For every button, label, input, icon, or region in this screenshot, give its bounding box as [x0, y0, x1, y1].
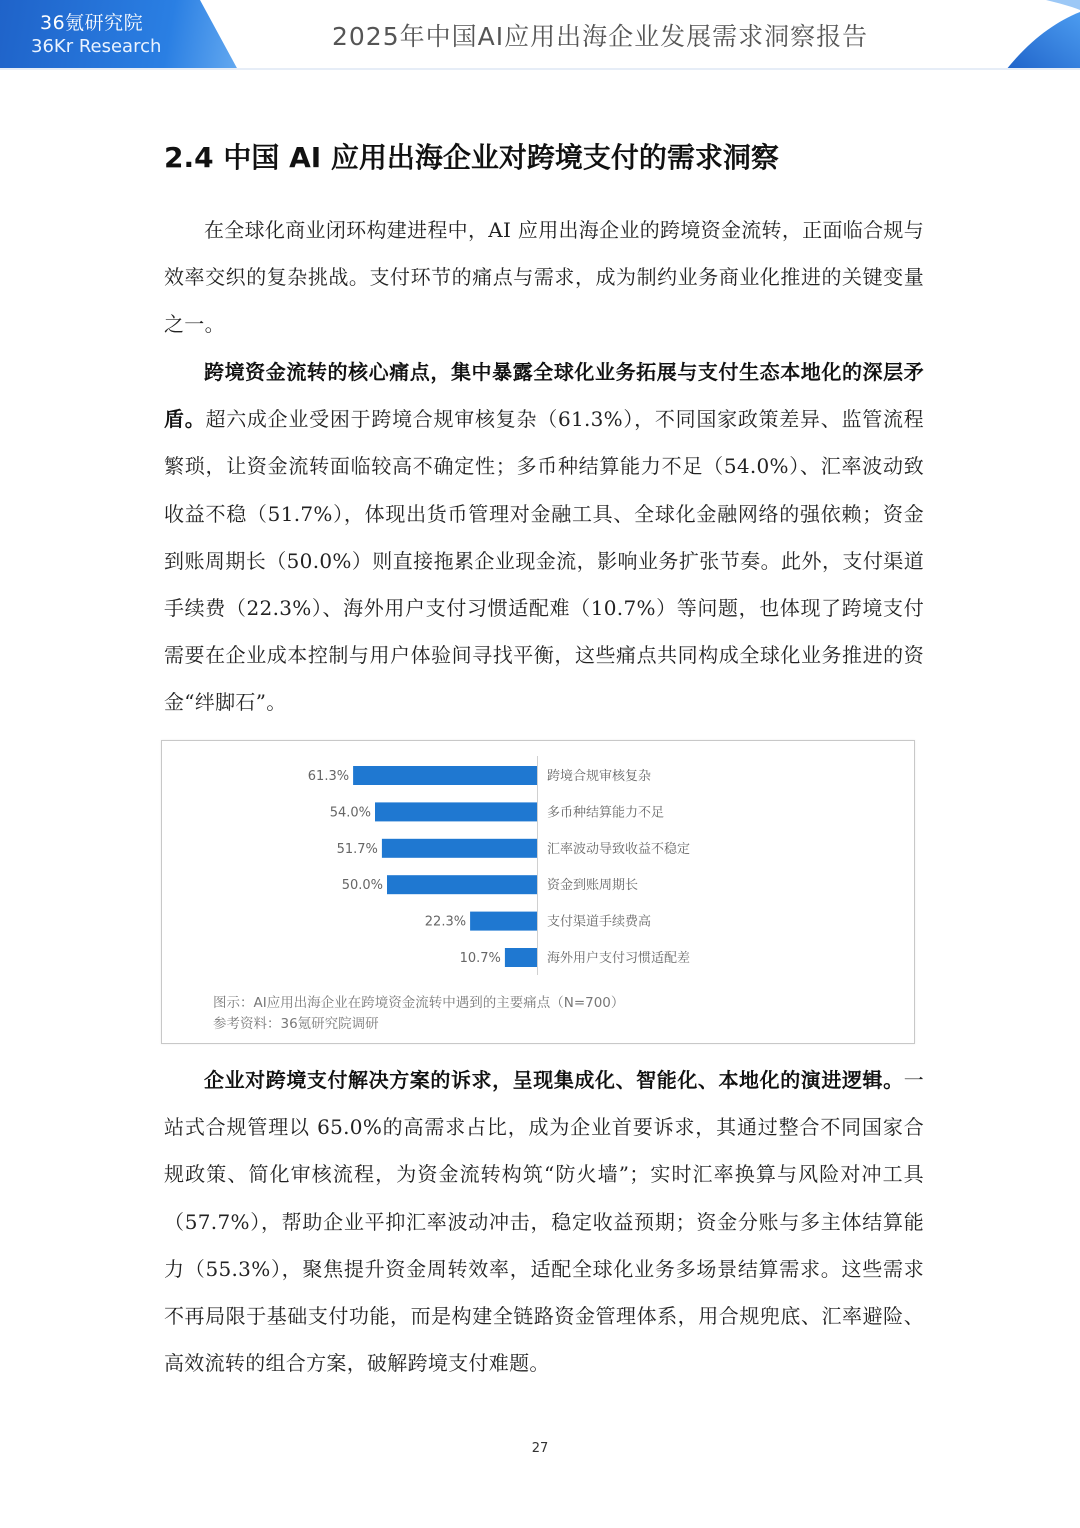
corner-decoration — [1000, 0, 1080, 70]
paragraph-body: 超六成企业受困于跨境合规审核复杂（61.3%），不同国家政策差异、监管流程繁琐，让资金流转面临较高不确定性；多币种结算能力不足（54.0%）、汇率波动致收益不稳（51.7%），体现出货币管理对金融工具、全球化金融网络的强依赖；资金到账周期长（50.0%）则直接拖累企业现金流，影响业务扩张节奏。此外，支付渠道手续费（22.3%）、海外用户支付习惯适配难（10.7%）等问题，也体现了跨境支付需要在企业成本控制与用户体验间寻找平衡，这些痛点共同构成全球化业务推进的资金“绊脚石”。 — [164, 407, 924, 715]
category-label: 多币种结算能力不足 — [547, 805, 665, 821]
bar — [375, 802, 537, 821]
bar — [505, 948, 537, 967]
category-label: 资金到账周期长 — [547, 878, 639, 894]
chart-figure — [161, 740, 915, 1044]
header-divider — [0, 68, 1080, 70]
report-title: 2025年中国AI应用出海企业发展需求洞察报告 — [332, 22, 869, 51]
bar-value-label: 61.3% — [307, 769, 350, 784]
paragraph-solutions — [164, 1057, 924, 1387]
page-header — [0, 0, 1080, 70]
bar-value-label: 54.0% — [329, 805, 371, 821]
bar — [353, 766, 537, 785]
logo-text-en: 36Kr Research — [31, 36, 162, 57]
bar-value-label: 10.7% — [459, 951, 501, 966]
bar-value-label: 51.7% — [336, 841, 378, 857]
bar — [382, 839, 537, 858]
paragraph-lead-bold: 企业对跨境支付解决方案的诉求，呈现集成化、智能化、本地化的演进逻辑。 — [204, 1068, 904, 1092]
category-label: 跨境合规审核复杂 — [547, 769, 652, 784]
paragraph-pain-points — [164, 349, 924, 727]
chart-source: 参考资料：36氪研究院调研 — [213, 1016, 379, 1032]
page-number: 27 — [531, 1441, 549, 1456]
bar — [387, 875, 537, 894]
paragraph-lead-bold: 跨境资金流转的核心痛点，集中暴露全球化业务拓展与支付生态本地化的深层矛盾。 — [164, 360, 924, 432]
category-label: 汇率波动导致收益不稳定 — [547, 841, 691, 857]
bar — [470, 912, 537, 931]
logo-text-cn: 36氪研究院 — [40, 12, 144, 34]
chart-caption: 图示：AI应用出海企业在跨境资金流转中遇到的主要痛点（N=700） — [213, 995, 625, 1011]
bar-value-label: 22.3% — [424, 914, 467, 930]
section-title: 2.4 中国 AI 应用出海企业对跨境支付的需求洞察 — [164, 141, 779, 174]
paragraph-body: 一站式合规管理以 65.0%的高需求占比，成为企业首要诉求，其通过整合不同国家合规政策、简化审核流程，为资金流转构筑“防火墙”；实时汇率换算与风险对冲工具（57.7%），帮助企业平抑汇率波动冲击，稳定收益预期；资金分账与多主体结算能力（55.3%），聚焦提升资金周转效率，适配全球化业务多场景结算需求。这些需求不再局限于基础支付功能，而是构建全链路资金管理体系，用合规兜底、汇率避险、高效流转的组合方案，破解跨境支付难题。 — [164, 1068, 924, 1376]
category-label: 海外用户支付习惯适配差 — [547, 951, 691, 966]
bar-value-label: 50.0% — [341, 878, 383, 894]
paragraph-intro: 在全球化商业闭环构建进程中，AI 应用出海企业的跨境资金流转，正面临合规与效率交织的复杂挑战。支付环节的痛点与需求，成为制约业务商业化推进的关键变量之一。 — [164, 218, 924, 337]
category-label: 支付渠道手续费高 — [547, 914, 652, 930]
